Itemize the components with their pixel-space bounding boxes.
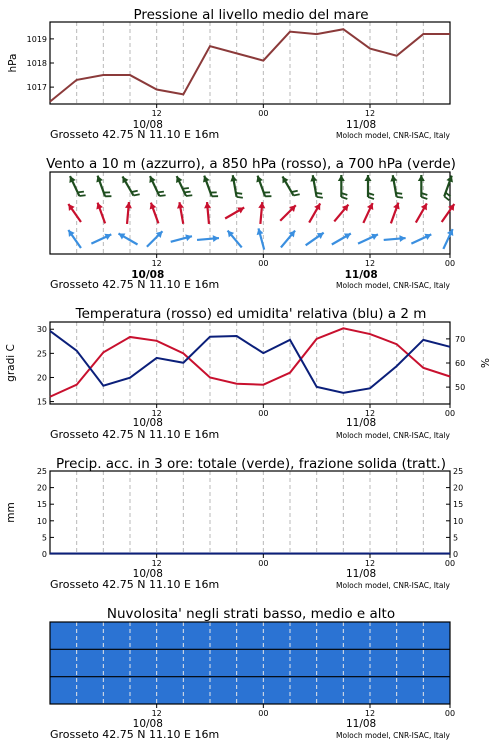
wind-arrow bbox=[256, 176, 271, 197]
y-axis-label: mm bbox=[5, 502, 17, 523]
arrow-barb bbox=[79, 195, 85, 196]
y-tick-label: 1018 bbox=[26, 59, 47, 68]
wind-arrow bbox=[150, 203, 159, 224]
wind-arrow bbox=[68, 204, 81, 222]
wind-arrow bbox=[282, 176, 299, 195]
wind-arrow bbox=[411, 234, 431, 244]
y-tick-label: 15 bbox=[36, 397, 47, 407]
y-tick-label: 25 bbox=[36, 349, 47, 359]
wind-arrow bbox=[176, 176, 192, 196]
station-location: Grosseto 42.75 N 11.10 E 16m bbox=[50, 128, 220, 141]
y-tick-label: 25 bbox=[36, 467, 47, 476]
wind-arrow bbox=[391, 203, 400, 224]
x-tick-label: 00 bbox=[258, 709, 269, 718]
wind-arrow bbox=[334, 205, 348, 222]
wind-arrow bbox=[416, 203, 427, 222]
pressure-line bbox=[50, 29, 450, 101]
model-credit: Moloch model, CNR-ISAC, Italy bbox=[336, 131, 450, 140]
wind-arrow bbox=[118, 233, 137, 244]
date-label: 11/08 bbox=[345, 568, 377, 580]
wind-arrow bbox=[204, 202, 211, 224]
plot-frame bbox=[50, 22, 450, 104]
x-tick-label: 12 bbox=[151, 259, 162, 268]
arrow-barb bbox=[78, 192, 84, 193]
arrow-barb bbox=[186, 195, 192, 196]
x-tick-label: 12 bbox=[364, 259, 376, 268]
wind-arrow bbox=[225, 207, 244, 218]
wind-arrow bbox=[122, 176, 139, 195]
x-tick-label: 12 bbox=[151, 109, 162, 118]
wind-arrow bbox=[281, 231, 295, 248]
wind-arrow bbox=[177, 202, 184, 224]
arrow-barb bbox=[134, 194, 140, 195]
model-credit: Moloch model, CNR-ISAC, Italy bbox=[336, 281, 450, 290]
arrow-barb bbox=[421, 197, 427, 199]
plot-frame bbox=[50, 471, 450, 554]
wind-arrow bbox=[309, 203, 320, 222]
wind-arrow bbox=[384, 235, 406, 242]
model-credit: Moloch model, CNR-ISAC, Italy bbox=[336, 581, 450, 590]
arrow-barb bbox=[236, 193, 242, 194]
y2-tick-label: 15 bbox=[453, 500, 464, 510]
x-tick-label: 00 bbox=[258, 259, 269, 268]
x-tick-label: 00 bbox=[444, 409, 456, 418]
plot-frame bbox=[50, 322, 450, 404]
date-label: 10/08 bbox=[132, 568, 163, 580]
arrow-barb bbox=[316, 193, 322, 194]
wind-arrow bbox=[418, 175, 428, 199]
arrow-barb bbox=[294, 194, 300, 195]
wind-arrow bbox=[228, 231, 242, 248]
x-tick-label: 00 bbox=[444, 259, 456, 268]
y2-tick-label: 60 bbox=[455, 359, 466, 368]
arrow-barb bbox=[184, 192, 190, 193]
x-tick-label: 12 bbox=[364, 109, 376, 118]
x-tick-label: 12 bbox=[364, 409, 376, 418]
x-tick-label: 12 bbox=[151, 409, 162, 418]
date-label: 10/08 bbox=[131, 269, 165, 281]
arrow-barb bbox=[159, 195, 165, 196]
y-tick-label: 0 bbox=[41, 550, 47, 559]
wind-arrow bbox=[280, 205, 296, 221]
wind-arrow bbox=[197, 235, 219, 242]
date-label: 10/08 bbox=[132, 119, 163, 131]
y-tick-label: 30 bbox=[36, 325, 47, 335]
arrow-barb bbox=[444, 196, 449, 200]
wind-arrow bbox=[91, 234, 111, 244]
arrow-barb bbox=[237, 197, 243, 198]
y2-tick-label: 70 bbox=[455, 334, 466, 344]
date-label: 11/08 bbox=[345, 417, 377, 429]
station-location: Grosseto 42.75 N 11.10 E 16m bbox=[50, 428, 220, 441]
wind-arrow bbox=[306, 233, 324, 246]
wind-arrow bbox=[203, 176, 218, 197]
arrow-barb bbox=[396, 193, 402, 194]
station-location: Grosseto 42.75 N 11.10 E 16m bbox=[50, 278, 220, 291]
x-tick-label: 00 bbox=[258, 109, 269, 118]
station-location: Grosseto 42.75 N 11.10 E 16m bbox=[50, 578, 220, 591]
wind-arrow bbox=[69, 176, 85, 196]
arrow-head bbox=[125, 202, 132, 208]
wind-arrow bbox=[358, 234, 378, 244]
x-tick-label: 00 bbox=[258, 409, 269, 418]
wind-arrow bbox=[96, 203, 105, 224]
date-label: 10/08 bbox=[132, 718, 163, 730]
date-label: 10/08 bbox=[132, 417, 163, 429]
y2-tick-label: 5 bbox=[453, 533, 459, 543]
panel-title: Temperatura (rosso) ed umidita' relativa (blu) a 2 m bbox=[75, 306, 427, 322]
arrow-barb bbox=[368, 197, 374, 199]
x-tick-label: 12 bbox=[364, 709, 376, 718]
model-credit: Moloch model, CNR-ISAC, Italy bbox=[336, 431, 450, 440]
y-tick-label: 15 bbox=[36, 500, 47, 510]
wind-arrow bbox=[442, 204, 455, 222]
arrow-barb bbox=[183, 188, 189, 189]
panel-title: Nuvolosita' negli strati basso, medio e alto bbox=[106, 606, 396, 622]
wind-arrow bbox=[125, 202, 132, 224]
wind-arrow bbox=[332, 233, 351, 244]
panel-title: Precip. acc. in 3 ore: totale (verde), frazione solida (tratt.) bbox=[56, 456, 446, 472]
wind-arrow bbox=[365, 175, 375, 199]
x-tick-label: 12 bbox=[364, 559, 376, 568]
y2-tick-label: 10 bbox=[453, 516, 464, 526]
y2-tick-label: 0 bbox=[453, 550, 459, 559]
arrow-head bbox=[399, 235, 405, 242]
wind-arrow bbox=[171, 234, 192, 242]
y-tick-label: 1017 bbox=[26, 83, 47, 93]
y-tick-label: 10 bbox=[36, 516, 47, 526]
wind-arrow bbox=[258, 202, 265, 224]
station-location: Grosseto 42.75 N 11.10 E 16m bbox=[50, 728, 220, 741]
y-tick-label: 20 bbox=[36, 483, 47, 493]
x-tick-label: 12 bbox=[151, 709, 162, 718]
date-label: 11/08 bbox=[344, 269, 378, 281]
model-credit: Moloch model, CNR-ISAC, Italy bbox=[336, 731, 450, 740]
arrow-barb bbox=[341, 197, 347, 199]
x-tick-label: 00 bbox=[444, 559, 456, 568]
y2-axis-label: % bbox=[480, 358, 492, 368]
y2-tick-label: 25 bbox=[453, 467, 464, 476]
wind-arrow bbox=[444, 176, 453, 201]
y-tick-label: 5 bbox=[41, 533, 47, 543]
arrow-head bbox=[213, 235, 219, 242]
y-tick-label: 20 bbox=[36, 373, 47, 383]
wind-arrow bbox=[443, 229, 453, 249]
panel-title: Pressione al livello medio del mare bbox=[133, 7, 369, 23]
wind-arrow bbox=[147, 231, 163, 247]
wind-arrow bbox=[338, 175, 348, 199]
date-label: 11/08 bbox=[345, 119, 377, 131]
y-axis-label: gradi C bbox=[5, 344, 17, 382]
y2-tick-label: 50 bbox=[455, 383, 466, 393]
wind-arrow bbox=[96, 176, 111, 197]
y-tick-label: 1019 bbox=[26, 34, 47, 44]
temperature-line bbox=[50, 328, 450, 396]
x-tick-label: 00 bbox=[258, 559, 269, 568]
arrow-head bbox=[258, 202, 265, 208]
wind-arrow bbox=[363, 203, 373, 223]
cloud-layer-alto bbox=[50, 622, 450, 649]
panel-title: Vento a 10 m (azzurro), a 850 hPa (rosso), a 700 hPa (verde) bbox=[46, 156, 456, 172]
wind-arrow bbox=[68, 230, 81, 248]
wind-arrow bbox=[149, 176, 165, 196]
plot-frame bbox=[50, 172, 450, 254]
y2-tick-label: 20 bbox=[453, 483, 464, 493]
x-tick-label: 00 bbox=[444, 709, 456, 718]
arrow-barb bbox=[317, 197, 323, 198]
arrow-barb bbox=[397, 197, 403, 198]
arrow-barb bbox=[132, 191, 138, 192]
arrow-barb bbox=[158, 192, 164, 193]
cloud-layer-medio bbox=[50, 649, 450, 676]
x-tick-label: 12 bbox=[151, 559, 162, 568]
arrow-barb bbox=[292, 191, 298, 192]
cloud-layer-basso bbox=[50, 677, 450, 704]
y-axis-label: hPa bbox=[7, 53, 19, 73]
date-label: 11/08 bbox=[345, 718, 377, 730]
